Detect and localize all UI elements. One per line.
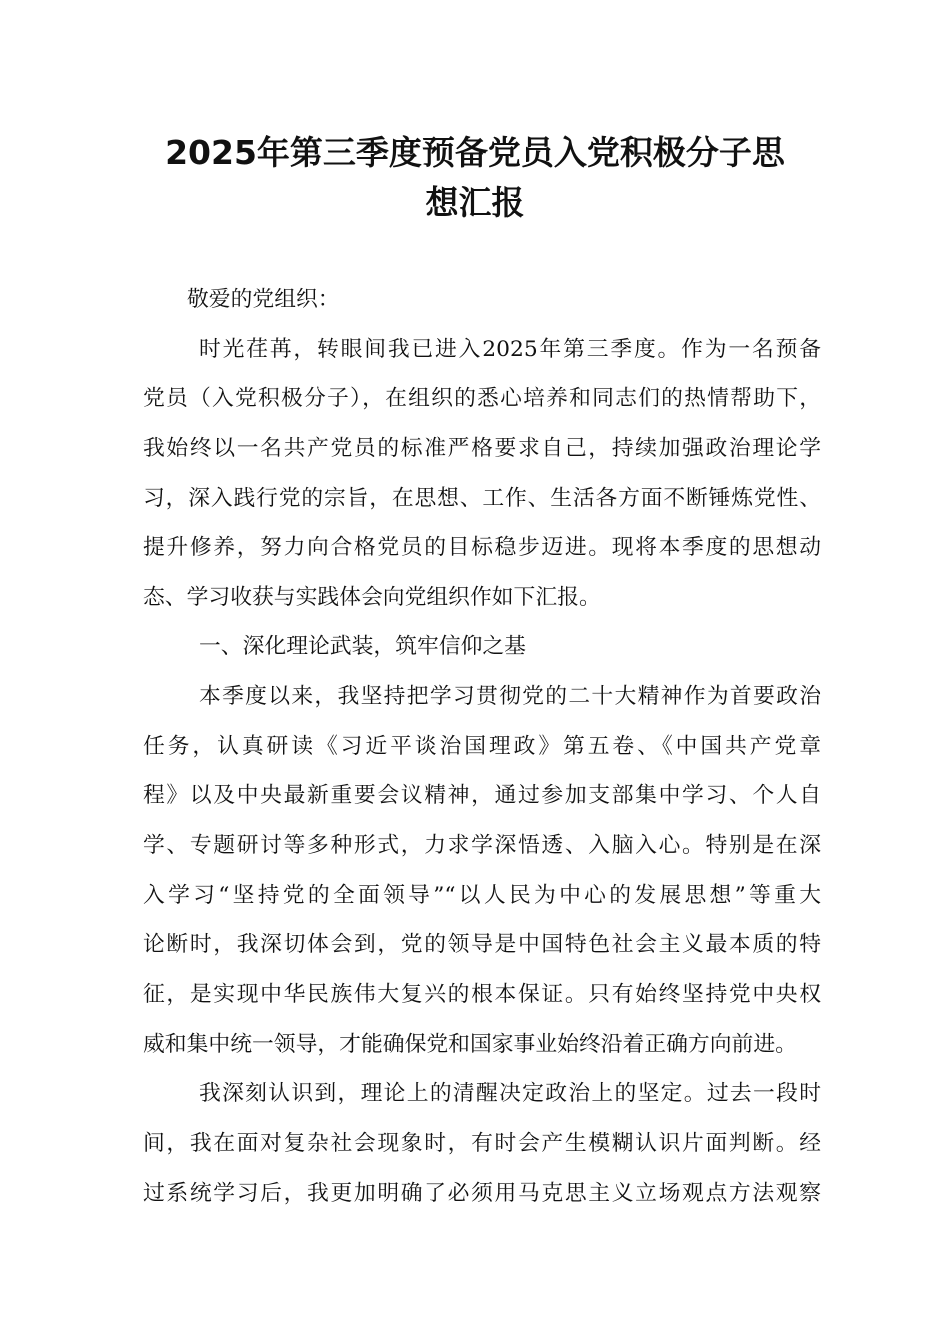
- text-line: 我深刻认识到，理论上的清醒决定政治上的坚定。过去一段时: [199, 1081, 821, 1107]
- text-line: 威和集中统一领导，才能确保党和国家事业始终沿着正确方向前进。: [143, 1031, 797, 1057]
- text-line: 我始终以一名共产党员的标准严格要求自己，持续加强政治理论学: [143, 435, 821, 461]
- text-line: 时光荏苒，转眼间我已进入2025年第三季度。作为一名预备: [199, 336, 821, 362]
- text-line: 态、学习收获与实践体会向党组织作如下汇报。: [143, 584, 601, 610]
- text-line: 程》以及中央最新重要会议精神，通过参加支部集中学习、个人自: [143, 783, 821, 809]
- text-line: 入学习“坚持党的全面领导”“以人民为中心的发展思想”等重大: [143, 882, 821, 908]
- document-title: [0, 128, 950, 228]
- text-line: 习，深入践行党的宗旨，在思想、工作、生活各方面不断锤炼党性、: [143, 485, 821, 511]
- text-line: 本季度以来，我坚持把学习贯彻党的二十大精神作为首要政治: [199, 684, 821, 710]
- title-line: 想汇报: [425, 183, 525, 222]
- text-line: 间，我在面对复杂社会现象时，有时会产生模糊认识片面判断。经: [143, 1130, 821, 1156]
- paragraph-reflection: [143, 1069, 821, 1218]
- paragraph-study: [143, 672, 821, 1069]
- text-line: 任务，认真研读《习近平谈治国理政》第五卷、《中国共产党章: [143, 733, 821, 759]
- document-body: [143, 275, 821, 1218]
- text-line: 提升修养，努力向合格党员的目标稳步迈进。现将本季度的思想动: [143, 535, 821, 561]
- paragraph-intro: [143, 325, 821, 623]
- text-line: 学、专题研讨等多种形式，力求学深悟透、入脑入心。特别是在深: [143, 833, 821, 859]
- text-line: 征，是实现中华民族伟大复兴的根本保证。只有始终坚持党中央权: [143, 981, 821, 1007]
- section-heading: 一、深化理论武装，筑牢信仰之基: [199, 634, 526, 660]
- text-line: 论断时，我深切体会到，党的领导是中国特色社会主义最本质的特: [143, 932, 821, 958]
- title-line: 2025年第三季度预备党员入党积极分子思: [165, 133, 785, 172]
- text-line: 党员（入党积极分子），在组织的悉心培养和同志们的热情帮助下，: [143, 386, 821, 412]
- salutation: 敬爱的党组织：: [187, 287, 340, 312]
- text-line: 过系统学习后，我更加明确了必须用马克思主义立场观点方法观察: [143, 1180, 821, 1206]
